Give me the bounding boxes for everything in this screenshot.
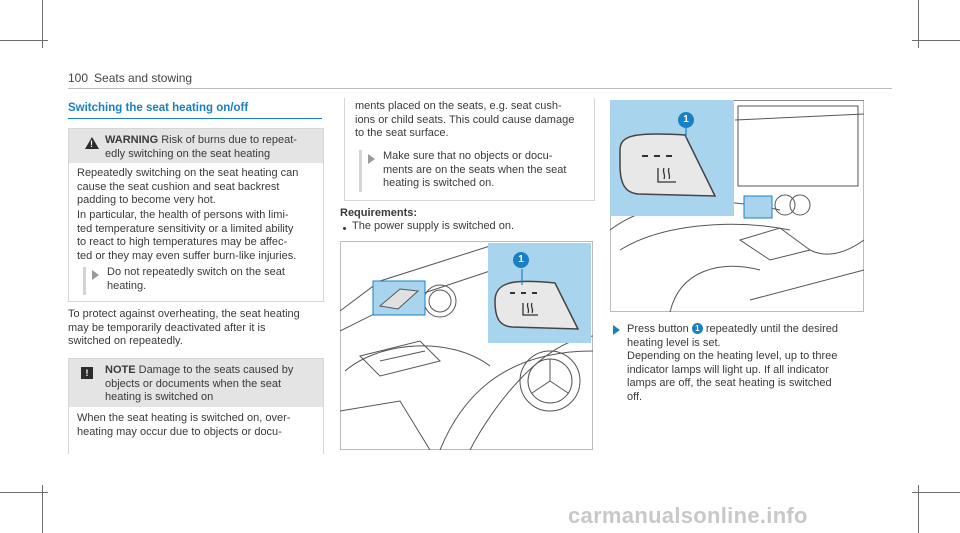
warning-body-2: In particular, the health of persons with limi- ted temperature sensitivity or a limited ability to react to high temperatures may be affec- ted or they may even suffer burn-like injuries. [77, 209, 297, 262]
note-title: NOTE Damage to the seats caused by objects or documents when the seat heating is switched on [105, 364, 294, 403]
protect-paragraph: To protect against overheating, the seat heating may be temporarily deactivated after it is switched on repeatedly. [68, 308, 300, 347]
section-rule [68, 118, 322, 119]
note-body-continued: ments placed on the seats, e.g. seat cush- ions or child seats. This could cause damage to the seat surface. [355, 100, 575, 139]
watermark: carmanualsonline.info [568, 503, 808, 528]
note-box [68, 358, 324, 454]
page-number: 100 [68, 71, 89, 85]
action-arrow-icon [368, 154, 375, 164]
crop-mark [0, 492, 48, 493]
button-closeup-illustration [610, 100, 864, 312]
action-bar [83, 267, 86, 295]
warning-body-1: Repeatedly switching on the seat heating can cause the seat cushion and seat backrest padding to become very hot. [77, 167, 299, 206]
header-rule [68, 88, 892, 89]
warning-action: Do not repeatedly switch on the seat heating. [107, 266, 285, 292]
step-arrow-icon [613, 325, 620, 335]
section-title: Switching the seat heating on/off [68, 102, 249, 114]
page-header [68, 71, 192, 85]
action-bar [359, 150, 362, 192]
requirements-title: Requirements: [340, 207, 418, 219]
note-body: When the seat heating is switched on, over- heating may occur due to objects or docu- [77, 412, 291, 438]
note-box-continued [344, 98, 595, 201]
warning-icon: ! [85, 137, 99, 149]
crop-mark [912, 40, 960, 41]
note-icon: ! [81, 367, 93, 379]
door-panel-drawing [340, 241, 593, 450]
note-action: Make sure that no objects or docu- ments are on the seats when the seat heating is switched on. [383, 150, 567, 189]
crop-mark [0, 40, 48, 41]
warning-title: WARNING Risk of burns due to repeat- edly switching on the seat heating [105, 134, 297, 160]
warning-label: WARNING [105, 134, 159, 146]
requirement-bullet [343, 227, 346, 230]
step-text: Press button 1 repeatedly until the desired heating level is set. Depending on the heating level, up to three indicator lamps will light up. If all indicator lamps are off, the seat heating is switched off. [627, 323, 838, 403]
callout-badge: 1 [513, 252, 529, 268]
callout-inline: 1 [692, 323, 703, 334]
button-closeup-drawing [610, 100, 864, 312]
warning-box [68, 128, 324, 302]
crop-mark [912, 492, 960, 493]
action-arrow-icon [92, 270, 99, 280]
callout-badge: 1 [678, 112, 694, 128]
section-name: Seats and stowing [94, 71, 193, 85]
door-panel-illustration [340, 241, 593, 450]
requirement-item: The power supply is switched on. [352, 220, 515, 232]
note-label: NOTE [105, 364, 136, 376]
